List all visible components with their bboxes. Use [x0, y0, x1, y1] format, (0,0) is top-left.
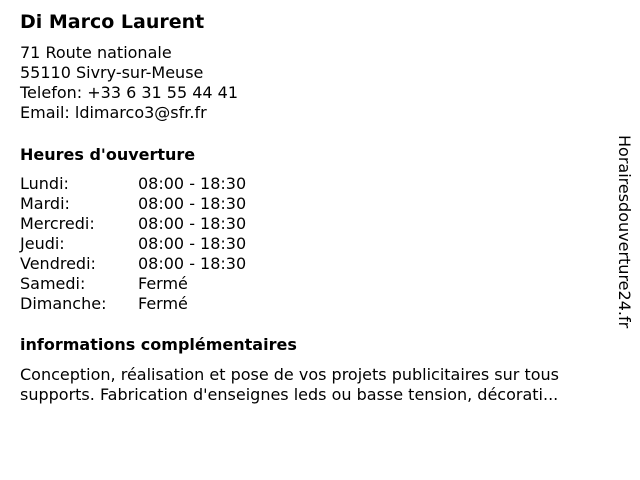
hours-row-thursday [20, 234, 246, 254]
time-value: 08:00 - 18:30 [138, 194, 247, 213]
time-value: 08:00 - 18:30 [138, 174, 247, 193]
email-text: Email: ldimarco3@sfr.fr [20, 103, 207, 122]
day-label: Lundi: [20, 174, 69, 193]
hours-row-sunday [20, 294, 246, 314]
day-label: Samedi: [20, 274, 86, 293]
time-value: Fermé [138, 294, 188, 313]
business-name: Di Marco Laurent [20, 11, 205, 33]
time-value: 08:00 - 18:30 [138, 214, 247, 233]
address-city: 55110 Sivry-sur-Meuse [20, 63, 204, 82]
day-label: Mardi: [20, 194, 70, 213]
hours-row-tuesday [20, 194, 246, 214]
hours-table [20, 174, 246, 314]
info-line-2: supports. Fabrication d'enseignes leds ou basse tension, décorati... [20, 385, 559, 404]
hours-row-monday [20, 174, 246, 194]
address-street: 71 Route nationale [20, 43, 172, 62]
day-label: Dimanche: [20, 294, 107, 313]
hours-heading: Heures d'ouverture [20, 145, 196, 164]
day-label: Jeudi: [20, 234, 65, 253]
time-value: 08:00 - 18:30 [138, 234, 247, 253]
phone-text: Telefon: +33 6 31 55 44 41 [20, 83, 239, 102]
info-heading: informations complémentaires [20, 335, 297, 354]
hours-row-saturday [20, 274, 246, 294]
time-value: Fermé [138, 274, 188, 293]
day-label: Mercredi: [20, 214, 95, 233]
hours-row-friday [20, 254, 246, 274]
time-value: 08:00 - 18:30 [138, 254, 247, 273]
contact-block [20, 43, 238, 123]
day-label: Vendredi: [20, 254, 96, 273]
site-watermark: Horairesdouverture24.fr [615, 135, 634, 329]
hours-row-wednesday [20, 214, 246, 234]
info-line-1: Conception, réalisation et pose de vos projets publicitaires sur tous [20, 365, 559, 384]
info-description [20, 365, 620, 405]
